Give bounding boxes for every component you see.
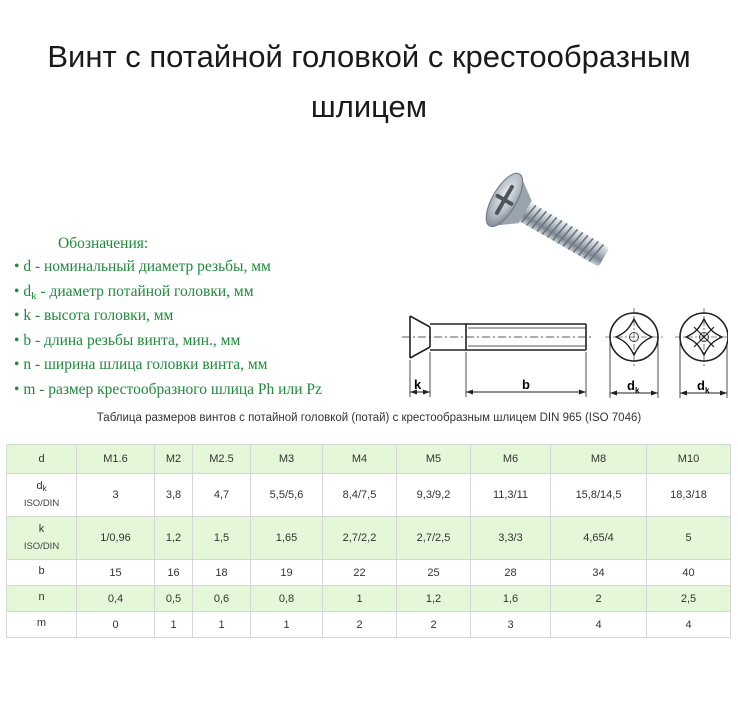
table-cell: 1 bbox=[155, 612, 193, 638]
legend bbox=[14, 233, 322, 402]
title-line-1: Винт с потайной головкой с крестообразным bbox=[47, 39, 691, 74]
header-cell: M10 bbox=[647, 445, 731, 474]
legend-text: - размер крестообразного шлица Ph или Pz bbox=[35, 380, 322, 398]
table-cell: 2 bbox=[323, 612, 397, 638]
table-row bbox=[7, 517, 731, 560]
header-cell: M4 bbox=[323, 445, 397, 474]
legend-symbol bbox=[23, 356, 31, 373]
dimensions-table bbox=[6, 444, 731, 638]
dim-b-label: b bbox=[522, 377, 530, 392]
row-label-main: b bbox=[38, 565, 45, 577]
table-cell: 2,7/2,2 bbox=[323, 517, 397, 560]
table-cell: 18 bbox=[193, 560, 251, 586]
table-cell: 1 bbox=[251, 612, 323, 638]
legend-text: - диаметр потайной головки, мм bbox=[36, 282, 254, 300]
legend-symbol bbox=[23, 258, 31, 275]
table-cell: 15 bbox=[77, 560, 155, 586]
table-cell: 4,7 bbox=[193, 474, 251, 517]
table-cell: 1/0,96 bbox=[77, 517, 155, 560]
table-cell: 1,6 bbox=[471, 586, 551, 612]
legend-item bbox=[14, 255, 322, 280]
legend-symbol bbox=[23, 332, 31, 349]
table-caption: Таблица размеров винтов с потайной головкой (потай) с крестообразным шлицем DIN 965 (ISO 7046) bbox=[96, 412, 642, 424]
dim-dk-sub-1: k bbox=[634, 386, 640, 395]
legend-item bbox=[14, 280, 322, 305]
header-cell: M1.6 bbox=[77, 445, 155, 474]
dim-dk-label-2: d bbox=[697, 378, 705, 393]
table-cell: 28 bbox=[471, 560, 551, 586]
table-cell: 40 bbox=[647, 560, 731, 586]
row-label-standard: ISO/DIN bbox=[23, 541, 60, 552]
table-cell: 19 bbox=[251, 560, 323, 586]
legend-symbol-letter: d bbox=[23, 282, 32, 300]
header-cell: M3 bbox=[251, 445, 323, 474]
header-cell: M2 bbox=[155, 445, 193, 474]
header-cell: M5 bbox=[397, 445, 471, 474]
table-cell: 4,65/4 bbox=[551, 517, 647, 560]
legend-symbol-sub: k bbox=[31, 289, 37, 302]
table-cell: 2,7/2,5 bbox=[397, 517, 471, 560]
row-label-standard: ISO/DIN bbox=[23, 498, 60, 509]
legend-text: - длина резьбы винта, мин., мм bbox=[31, 331, 241, 349]
table-cell: 3 bbox=[77, 474, 155, 517]
table-cell: 4 bbox=[647, 612, 731, 638]
table-cell: 0,4 bbox=[77, 586, 155, 612]
legend-item bbox=[14, 353, 322, 378]
table-cell: 1,2 bbox=[155, 517, 193, 560]
legend-symbol-letter: d bbox=[23, 258, 32, 275]
svg-text:dk bbox=[697, 378, 710, 395]
header-cell: M2.5 bbox=[193, 445, 251, 474]
table-cell: 3 bbox=[471, 612, 551, 638]
table-row bbox=[7, 474, 731, 517]
table-cell: 3,8 bbox=[155, 474, 193, 517]
header-cell: M8 bbox=[551, 445, 647, 474]
table-cell: 5,5/5,6 bbox=[251, 474, 323, 517]
bullet: • bbox=[14, 380, 20, 398]
table-cell: 0,5 bbox=[155, 586, 193, 612]
table-cell: 1,65 bbox=[251, 517, 323, 560]
table-cell: 0,8 bbox=[251, 586, 323, 612]
row-label bbox=[7, 560, 77, 586]
legend-header: Обозначения: bbox=[58, 235, 149, 252]
table-cell: 9,3/9,2 bbox=[397, 474, 471, 517]
table-cell: 2,5 bbox=[647, 586, 731, 612]
dim-k-label: k bbox=[414, 377, 422, 392]
legend-symbol-letter: m bbox=[23, 380, 36, 398]
row-label-sub: k bbox=[42, 484, 47, 493]
legend-symbol bbox=[23, 381, 35, 398]
legend-text: - номинальный диаметр резьбы, мм bbox=[31, 258, 271, 275]
table-cell: 18,3/18 bbox=[647, 474, 731, 517]
legend-item bbox=[14, 378, 322, 403]
row-label bbox=[7, 517, 77, 560]
table-cell: 1,5 bbox=[193, 517, 251, 560]
legend-symbol bbox=[23, 283, 36, 300]
table-row bbox=[7, 560, 731, 586]
row-label-main: n bbox=[38, 591, 45, 603]
row-label bbox=[7, 612, 77, 638]
table-row bbox=[7, 612, 731, 638]
table-cell: 15,8/14,5 bbox=[551, 474, 647, 517]
bullet: • bbox=[14, 356, 20, 373]
table-cell: 2 bbox=[397, 612, 471, 638]
legend-symbol-letter: n bbox=[23, 356, 32, 373]
bullet: • bbox=[14, 258, 20, 275]
legend-symbol-letter: k bbox=[23, 307, 32, 324]
technical-drawing bbox=[398, 302, 728, 404]
legend-item bbox=[14, 304, 322, 329]
bullet: • bbox=[14, 331, 20, 349]
legend-symbol bbox=[23, 307, 31, 324]
row-label-main: k bbox=[38, 523, 45, 535]
row-label bbox=[7, 474, 77, 517]
table-cell: 16 bbox=[155, 560, 193, 586]
dim-dk-sub-2: k bbox=[704, 386, 710, 395]
legend-symbol-letter: b bbox=[23, 331, 32, 349]
title-line-2: шлицем bbox=[310, 89, 428, 124]
header-cell: M6 bbox=[471, 445, 551, 474]
table-cell: 4 bbox=[551, 612, 647, 638]
bullet: • bbox=[14, 307, 20, 324]
legend-text: - высота головки, мм bbox=[31, 307, 174, 324]
table-cell: 22 bbox=[323, 560, 397, 586]
legend-text: - ширина шлица головки винта, мм bbox=[31, 356, 268, 373]
header-cell-d: d bbox=[7, 445, 77, 474]
table-cell: 3,3/3 bbox=[471, 517, 551, 560]
table-cell: 0 bbox=[77, 612, 155, 638]
table-cell: 1 bbox=[193, 612, 251, 638]
row-label-main: m bbox=[36, 617, 47, 629]
table-cell: 8,4/7,5 bbox=[323, 474, 397, 517]
table-cell: 5 bbox=[647, 517, 731, 560]
bullet: • bbox=[14, 282, 20, 300]
table-cell: 11,3/11 bbox=[471, 474, 551, 517]
svg-text:dk bbox=[627, 378, 640, 395]
page-title bbox=[0, 32, 738, 132]
screw-photo bbox=[464, 170, 634, 280]
table-cell: 1,2 bbox=[397, 586, 471, 612]
row-label bbox=[7, 586, 77, 612]
table-cell: 25 bbox=[397, 560, 471, 586]
table-row bbox=[7, 586, 731, 612]
table-cell: 0,6 bbox=[193, 586, 251, 612]
legend-item bbox=[14, 329, 322, 354]
table-cell: 2 bbox=[551, 586, 647, 612]
table-cell: 1 bbox=[323, 586, 397, 612]
row-label-main: d bbox=[36, 480, 43, 492]
table-cell: 34 bbox=[551, 560, 647, 586]
dim-dk-label-1: d bbox=[627, 378, 635, 393]
